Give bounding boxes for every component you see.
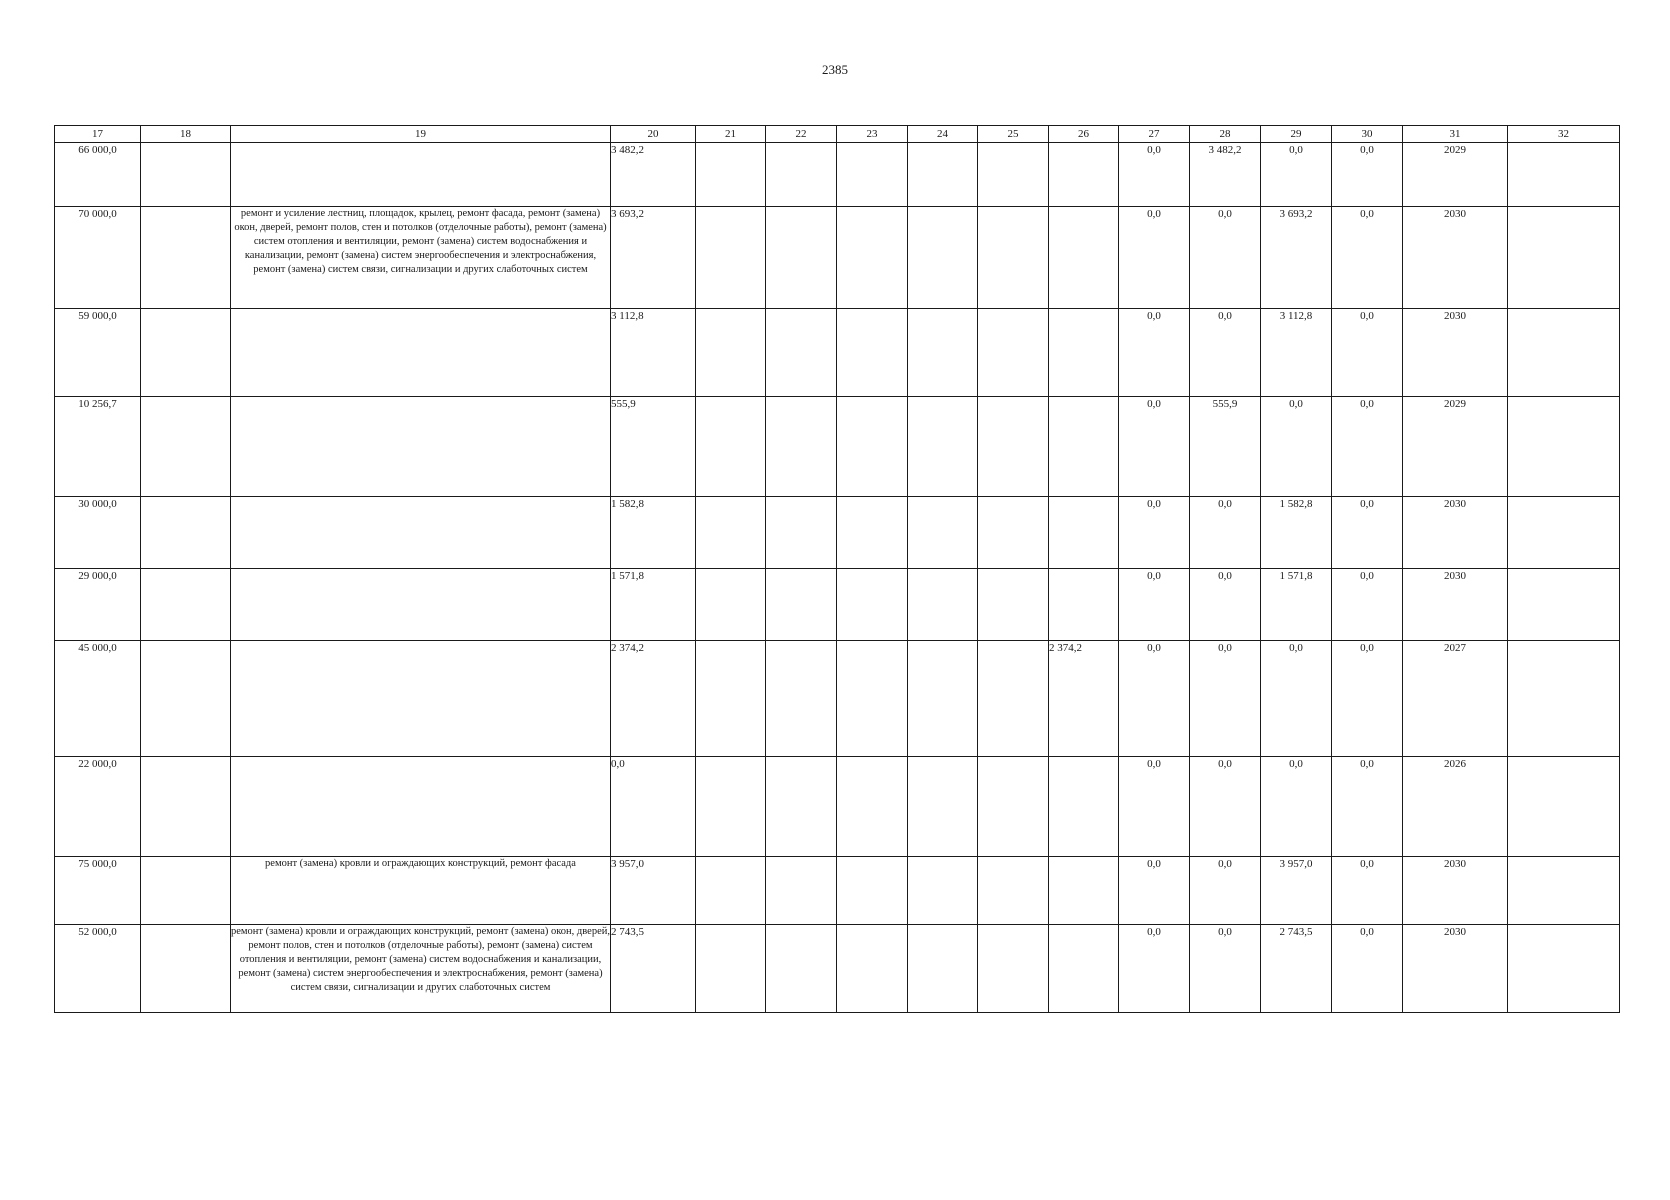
cell-col-32 [1508,569,1620,641]
cell-col-23 [837,757,908,857]
cell-col-17: 29 000,0 [55,569,141,641]
cell-col-21 [696,641,766,757]
cell-col-32 [1508,309,1620,397]
column-header-19: 19 [231,126,611,143]
cell-col-24 [908,143,978,207]
cell-col-17: 59 000,0 [55,309,141,397]
cell-col-31: 2030 [1403,857,1508,925]
cell-col-17: 75 000,0 [55,857,141,925]
cell-col-28: 3 482,2 [1190,143,1261,207]
cell-col-26 [1049,309,1119,397]
cell-col-29: 0,0 [1261,143,1332,207]
cell-col-22 [766,757,837,857]
cell-col-27: 0,0 [1119,497,1190,569]
cell-col-28: 0,0 [1190,757,1261,857]
cell-col-31: 2026 [1403,757,1508,857]
cell-col-20: 3 693,2 [611,207,696,309]
cell-col-29: 1 571,8 [1261,569,1332,641]
table-row [55,569,1620,641]
cell-col-26 [1049,857,1119,925]
cell-col-19 [231,569,611,641]
cell-col-22 [766,143,837,207]
cell-col-22 [766,497,837,569]
cell-col-30: 0,0 [1332,143,1403,207]
cell-col-21 [696,497,766,569]
column-header-22: 22 [766,126,837,143]
cell-col-28: 0,0 [1190,207,1261,309]
cell-col-24 [908,857,978,925]
cell-col-20: 3 957,0 [611,857,696,925]
cell-col-20: 3 482,2 [611,143,696,207]
cell-col-31: 2030 [1403,309,1508,397]
cell-col-23 [837,207,908,309]
cell-col-29: 2 743,5 [1261,925,1332,1013]
cell-col-27: 0,0 [1119,857,1190,925]
cell-col-19: ремонт и усиление лестниц, площадок, крылец, ремонт фасада, ремонт (замена) окон, дверей, ремонт полов, стен и потолков (отделочные работы), ремонт (замена) систем отопления и вентиляции, ремонт (замена) систем водоснабжения и канализации, ремонт (замена) систем энергообеспечения и электроснабжения, ремонт (замена) систем связи, сигнализации и других слаботочных систем [231,207,611,309]
table-body [55,143,1620,1013]
cell-col-32 [1508,397,1620,497]
cell-col-21 [696,757,766,857]
cell-col-22 [766,309,837,397]
page-number: 2385 [822,62,848,77]
cell-col-27: 0,0 [1119,397,1190,497]
cell-col-19: ремонт (замена) кровли и ограждающих конструкций, ремонт (замена) окон, дверей, ремонт полов, стен и потолков (отделочные работы), ремонт (замена) систем отопления и вентиляции, ремонт (замена) систем водоснабжения и канализации, ремонт (замена) систем энергообеспечения и электроснабжения, ремонт (замена) систем связи, сигнализации и других слаботочных систем [231,925,611,1013]
cell-col-28: 0,0 [1190,569,1261,641]
cell-col-22 [766,569,837,641]
cell-col-27: 0,0 [1119,143,1190,207]
cell-col-26 [1049,925,1119,1013]
cell-col-29: 1 582,8 [1261,497,1332,569]
cell-col-23 [837,309,908,397]
cell-col-28: 0,0 [1190,641,1261,757]
cell-col-27: 0,0 [1119,925,1190,1013]
cell-col-22 [766,641,837,757]
cell-col-18 [141,309,231,397]
column-header-23: 23 [837,126,908,143]
cell-col-21 [696,143,766,207]
cell-col-21 [696,207,766,309]
cell-col-28: 555,9 [1190,397,1261,497]
cell-col-30: 0,0 [1332,925,1403,1013]
column-header-20: 20 [611,126,696,143]
cell-col-18 [141,641,231,757]
cell-col-18 [141,757,231,857]
cell-col-30: 0,0 [1332,207,1403,309]
cell-col-24 [908,757,978,857]
cell-col-28: 0,0 [1190,309,1261,397]
cell-col-26 [1049,143,1119,207]
cell-col-23 [837,925,908,1013]
cell-col-31: 2030 [1403,925,1508,1013]
cell-col-31: 2030 [1403,569,1508,641]
table-row [55,925,1620,1013]
cell-col-32 [1508,925,1620,1013]
cell-col-28: 0,0 [1190,497,1261,569]
cell-col-24 [908,309,978,397]
cell-col-19 [231,309,611,397]
table-row [55,397,1620,497]
table-row [55,757,1620,857]
cell-col-18 [141,569,231,641]
cell-col-30: 0,0 [1332,757,1403,857]
cell-col-32 [1508,641,1620,757]
column-header-30: 30 [1332,126,1403,143]
column-header-28: 28 [1190,126,1261,143]
cell-col-20: 1 571,8 [611,569,696,641]
cell-col-22 [766,857,837,925]
column-header-27: 27 [1119,126,1190,143]
cell-col-32 [1508,143,1620,207]
cell-col-29: 0,0 [1261,397,1332,497]
column-header-25: 25 [978,126,1049,143]
cell-col-28: 0,0 [1190,857,1261,925]
table-row [55,497,1620,569]
column-header-24: 24 [908,126,978,143]
cell-col-18 [141,857,231,925]
cell-col-26 [1049,497,1119,569]
cell-col-25 [978,397,1049,497]
cell-col-26: 2 374,2 [1049,641,1119,757]
cell-col-29: 3 693,2 [1261,207,1332,309]
column-header-31: 31 [1403,126,1508,143]
cell-col-17: 52 000,0 [55,925,141,1013]
cell-col-30: 0,0 [1332,857,1403,925]
cell-col-30: 0,0 [1332,397,1403,497]
cell-col-23 [837,641,908,757]
cell-col-23 [837,857,908,925]
cell-col-20: 2 374,2 [611,641,696,757]
cell-col-24 [908,925,978,1013]
cell-col-21 [696,569,766,641]
cell-col-25 [978,857,1049,925]
column-header-17: 17 [55,126,141,143]
cell-col-31: 2029 [1403,397,1508,497]
column-header-21: 21 [696,126,766,143]
table-row [55,857,1620,925]
cell-col-26 [1049,207,1119,309]
cell-col-32 [1508,207,1620,309]
cell-col-17: 70 000,0 [55,207,141,309]
cell-col-25 [978,143,1049,207]
table-row [55,641,1620,757]
cell-col-20: 3 112,8 [611,309,696,397]
cell-col-17: 45 000,0 [55,641,141,757]
cell-col-28: 0,0 [1190,925,1261,1013]
cell-col-20: 555,9 [611,397,696,497]
cell-col-24 [908,207,978,309]
table-row [55,207,1620,309]
table-row [55,309,1620,397]
cell-col-25 [978,497,1049,569]
cell-col-19 [231,397,611,497]
cell-col-18 [141,207,231,309]
cell-col-23 [837,143,908,207]
cell-col-18 [141,925,231,1013]
cell-col-29: 3 957,0 [1261,857,1332,925]
cell-col-21 [696,309,766,397]
column-header-18: 18 [141,126,231,143]
cell-col-19 [231,497,611,569]
cell-col-19 [231,757,611,857]
cell-col-21 [696,397,766,497]
cell-col-32 [1508,857,1620,925]
cell-col-25 [978,207,1049,309]
cell-col-25 [978,309,1049,397]
cell-col-19: ремонт (замена) кровли и ограждающих конструкций, ремонт фасада [231,857,611,925]
cell-col-26 [1049,757,1119,857]
cell-col-29: 3 112,8 [1261,309,1332,397]
cell-col-31: 2030 [1403,497,1508,569]
cell-col-20: 0,0 [611,757,696,857]
cell-col-18 [141,497,231,569]
cell-col-31: 2027 [1403,641,1508,757]
cell-col-27: 0,0 [1119,641,1190,757]
cell-col-20: 2 743,5 [611,925,696,1013]
cell-col-25 [978,757,1049,857]
cell-col-24 [908,641,978,757]
cell-col-27: 0,0 [1119,757,1190,857]
cell-col-22 [766,925,837,1013]
cell-col-18 [141,397,231,497]
column-header-29: 29 [1261,126,1332,143]
cell-col-32 [1508,497,1620,569]
cell-col-19 [231,641,611,757]
column-header-32: 32 [1508,126,1620,143]
cell-col-30: 0,0 [1332,641,1403,757]
cell-col-27: 0,0 [1119,309,1190,397]
cell-col-17: 66 000,0 [55,143,141,207]
cell-col-17: 22 000,0 [55,757,141,857]
cell-col-21 [696,857,766,925]
cell-col-25 [978,569,1049,641]
cell-col-21 [696,925,766,1013]
table-row [55,143,1620,207]
cell-col-17: 10 256,7 [55,397,141,497]
cell-col-30: 0,0 [1332,497,1403,569]
cell-col-22 [766,397,837,497]
cell-col-29: 0,0 [1261,757,1332,857]
cell-col-29: 0,0 [1261,641,1332,757]
cell-col-26 [1049,569,1119,641]
cell-col-24 [908,397,978,497]
cell-col-27: 0,0 [1119,207,1190,309]
cell-col-26 [1049,397,1119,497]
column-header-26: 26 [1049,126,1119,143]
cell-col-25 [978,641,1049,757]
cell-col-24 [908,569,978,641]
data-table [54,125,1620,1013]
cell-col-22 [766,207,837,309]
cell-col-30: 0,0 [1332,309,1403,397]
cell-col-30: 0,0 [1332,569,1403,641]
cell-col-20: 1 582,8 [611,497,696,569]
cell-col-24 [908,497,978,569]
cell-col-17: 30 000,0 [55,497,141,569]
cell-col-23 [837,569,908,641]
cell-col-32 [1508,757,1620,857]
header-row [55,126,1620,143]
cell-col-31: 2029 [1403,143,1508,207]
cell-col-31: 2030 [1403,207,1508,309]
cell-col-19 [231,143,611,207]
cell-col-23 [837,497,908,569]
cell-col-27: 0,0 [1119,569,1190,641]
cell-col-18 [141,143,231,207]
cell-col-23 [837,397,908,497]
cell-col-25 [978,925,1049,1013]
